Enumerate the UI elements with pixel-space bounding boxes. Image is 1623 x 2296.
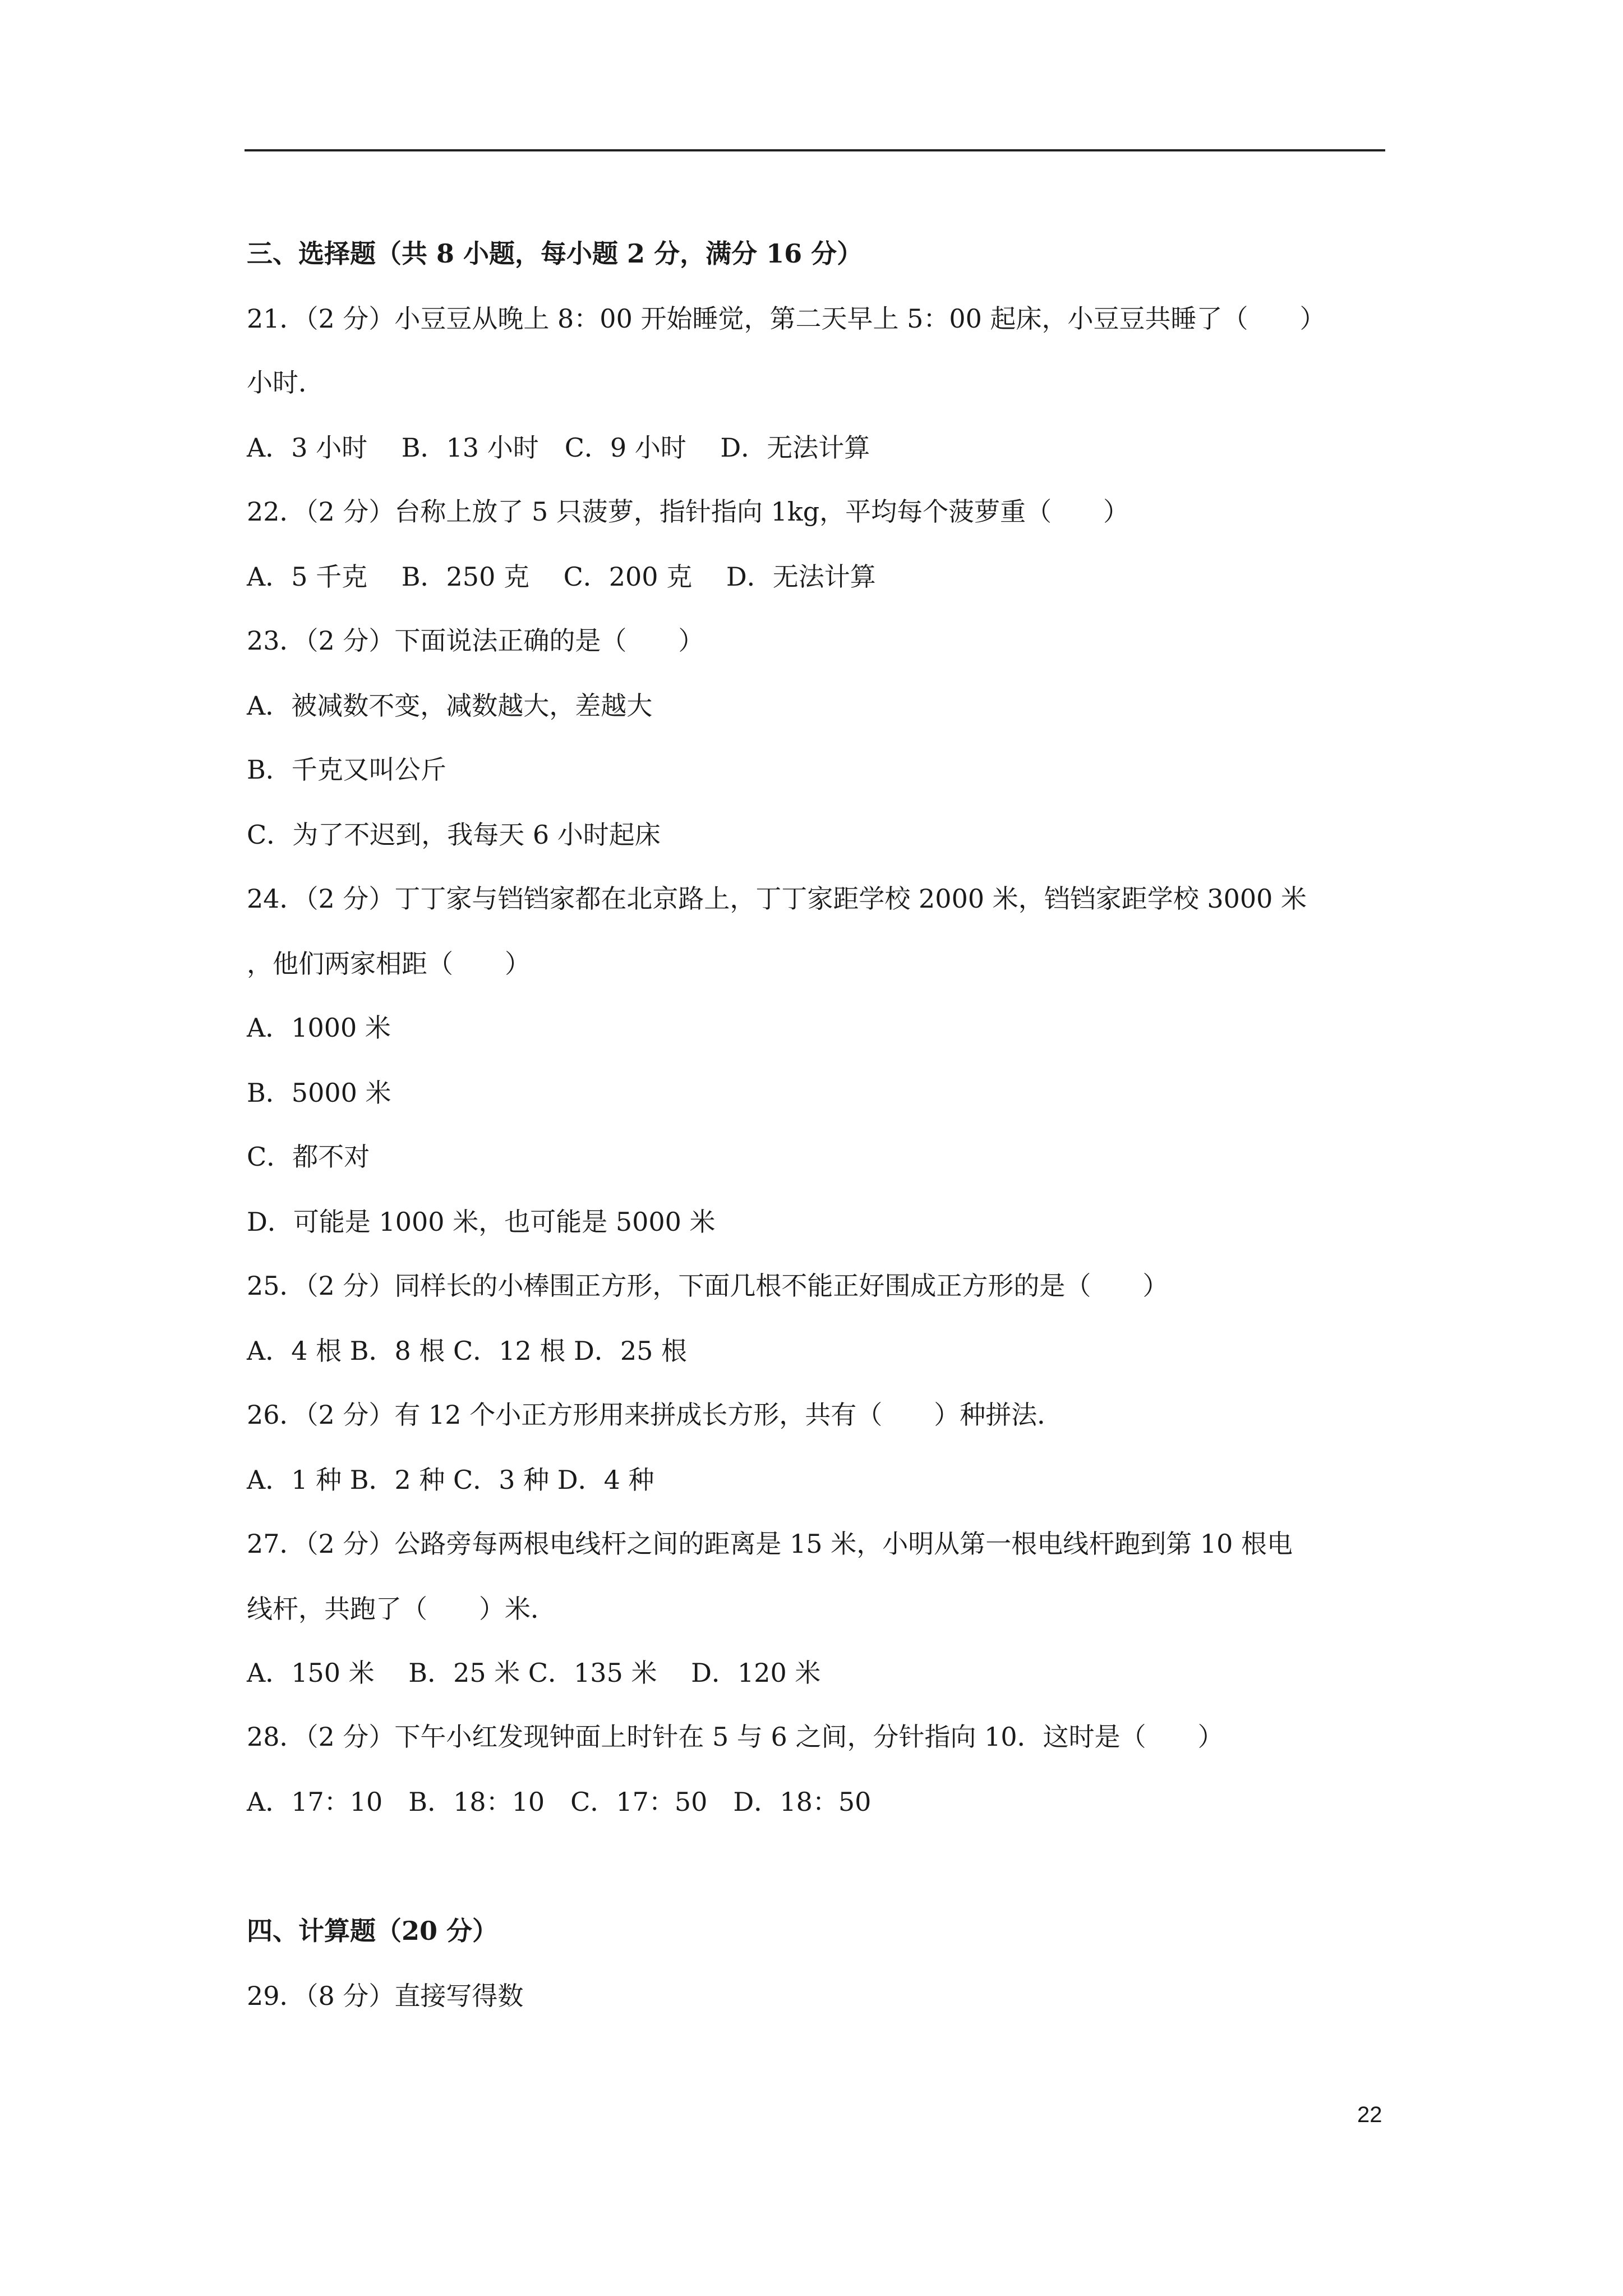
header-rule [245,149,1385,151]
question-23-stem: 23．（2 分）下面说法正确的是（ ） [247,625,704,656]
question-22-options: A．5 千克 B．250 克 C．200 克 D．无法计算 [247,562,876,592]
question-27-stem: 27．（2 分）公路旁每两根电线杆之间的距离是 15 米，小明从第一根电线杆跑到第 10 根电 [247,1529,1293,1559]
question-26-options: A．1 种 B．2 种 C．3 种 D．4 种 [247,1465,654,1495]
question-27-stem-cont: 线杆，共跑了（ ）米． [247,1594,556,1624]
question-21-stem: 21．（2 分）小豆豆从晚上 8：00 开始睡觉，第二天早上 5：00 起床，小豆豆共睡了（ ） [247,303,1326,334]
question-23-option-c: C．为了不迟到，我每天 6 小时起床 [247,820,661,850]
question-24-option-b: B．5000 米 [247,1078,391,1108]
question-25-stem: 25．（2 分）同样长的小棒围正方形，下面几根不能正好围成正方形的是（ ） [247,1271,1169,1301]
question-26-stem: 26．（2 分）有 12 个小正方形用来拼成长方形，共有（ ）种拼法． [247,1400,1063,1430]
question-27-options: A．150 米 B．25 米 C．135 米 D．120 米 [247,1658,821,1688]
question-24-option-d: D．可能是 1000 米，也可能是 5000 米 [247,1207,716,1237]
question-24-stem-cont: ，他们两家相距（ ） [247,949,531,979]
question-21-options: A．3 小时 B．13 小时 C．9 小时 D．无法计算 [247,432,870,463]
question-28-stem: 28．（2 分）下午小红发现钟面上时针在 5 与 6 之间，分针指向 10．这时是（ ） [247,1722,1224,1752]
question-23-option-a: A．被减数不变，减数越大，差越大 [247,691,653,721]
question-29-stem: 29．（8 分）直接写得数 [247,1981,524,2011]
question-24-stem: 24．（2 分）丁丁家与铛铛家都在北京路上，丁丁家距学校 2000 米，铛铛家距学校 3000 米 [247,884,1307,914]
question-24-option-c: C．都不对 [247,1142,370,1172]
question-22-stem: 22．（2 分）台称上放了 5 只菠萝，指针指向 1kg，平均每个菠萝重（ ） [247,496,1129,527]
question-25-options: A．4 根 B．8 根 C．12 根 D．25 根 [247,1336,688,1366]
question-24-option-a: A．1000 米 [247,1013,391,1043]
question-23-option-b: B．千克又叫公斤 [247,754,446,785]
section-heading-calculation: 四、计算题（20 分） [247,1916,499,1946]
question-21-stem-cont: 小时． [247,367,324,398]
question-28-options: A．17：10 B．18：10 C．17：50 D．18：50 [247,1787,872,1817]
section-heading-choice: 三、选择题（共 8 小题，每小题 2 分，满分 16 分） [247,238,863,269]
page-number: 22 [1357,2102,1382,2127]
